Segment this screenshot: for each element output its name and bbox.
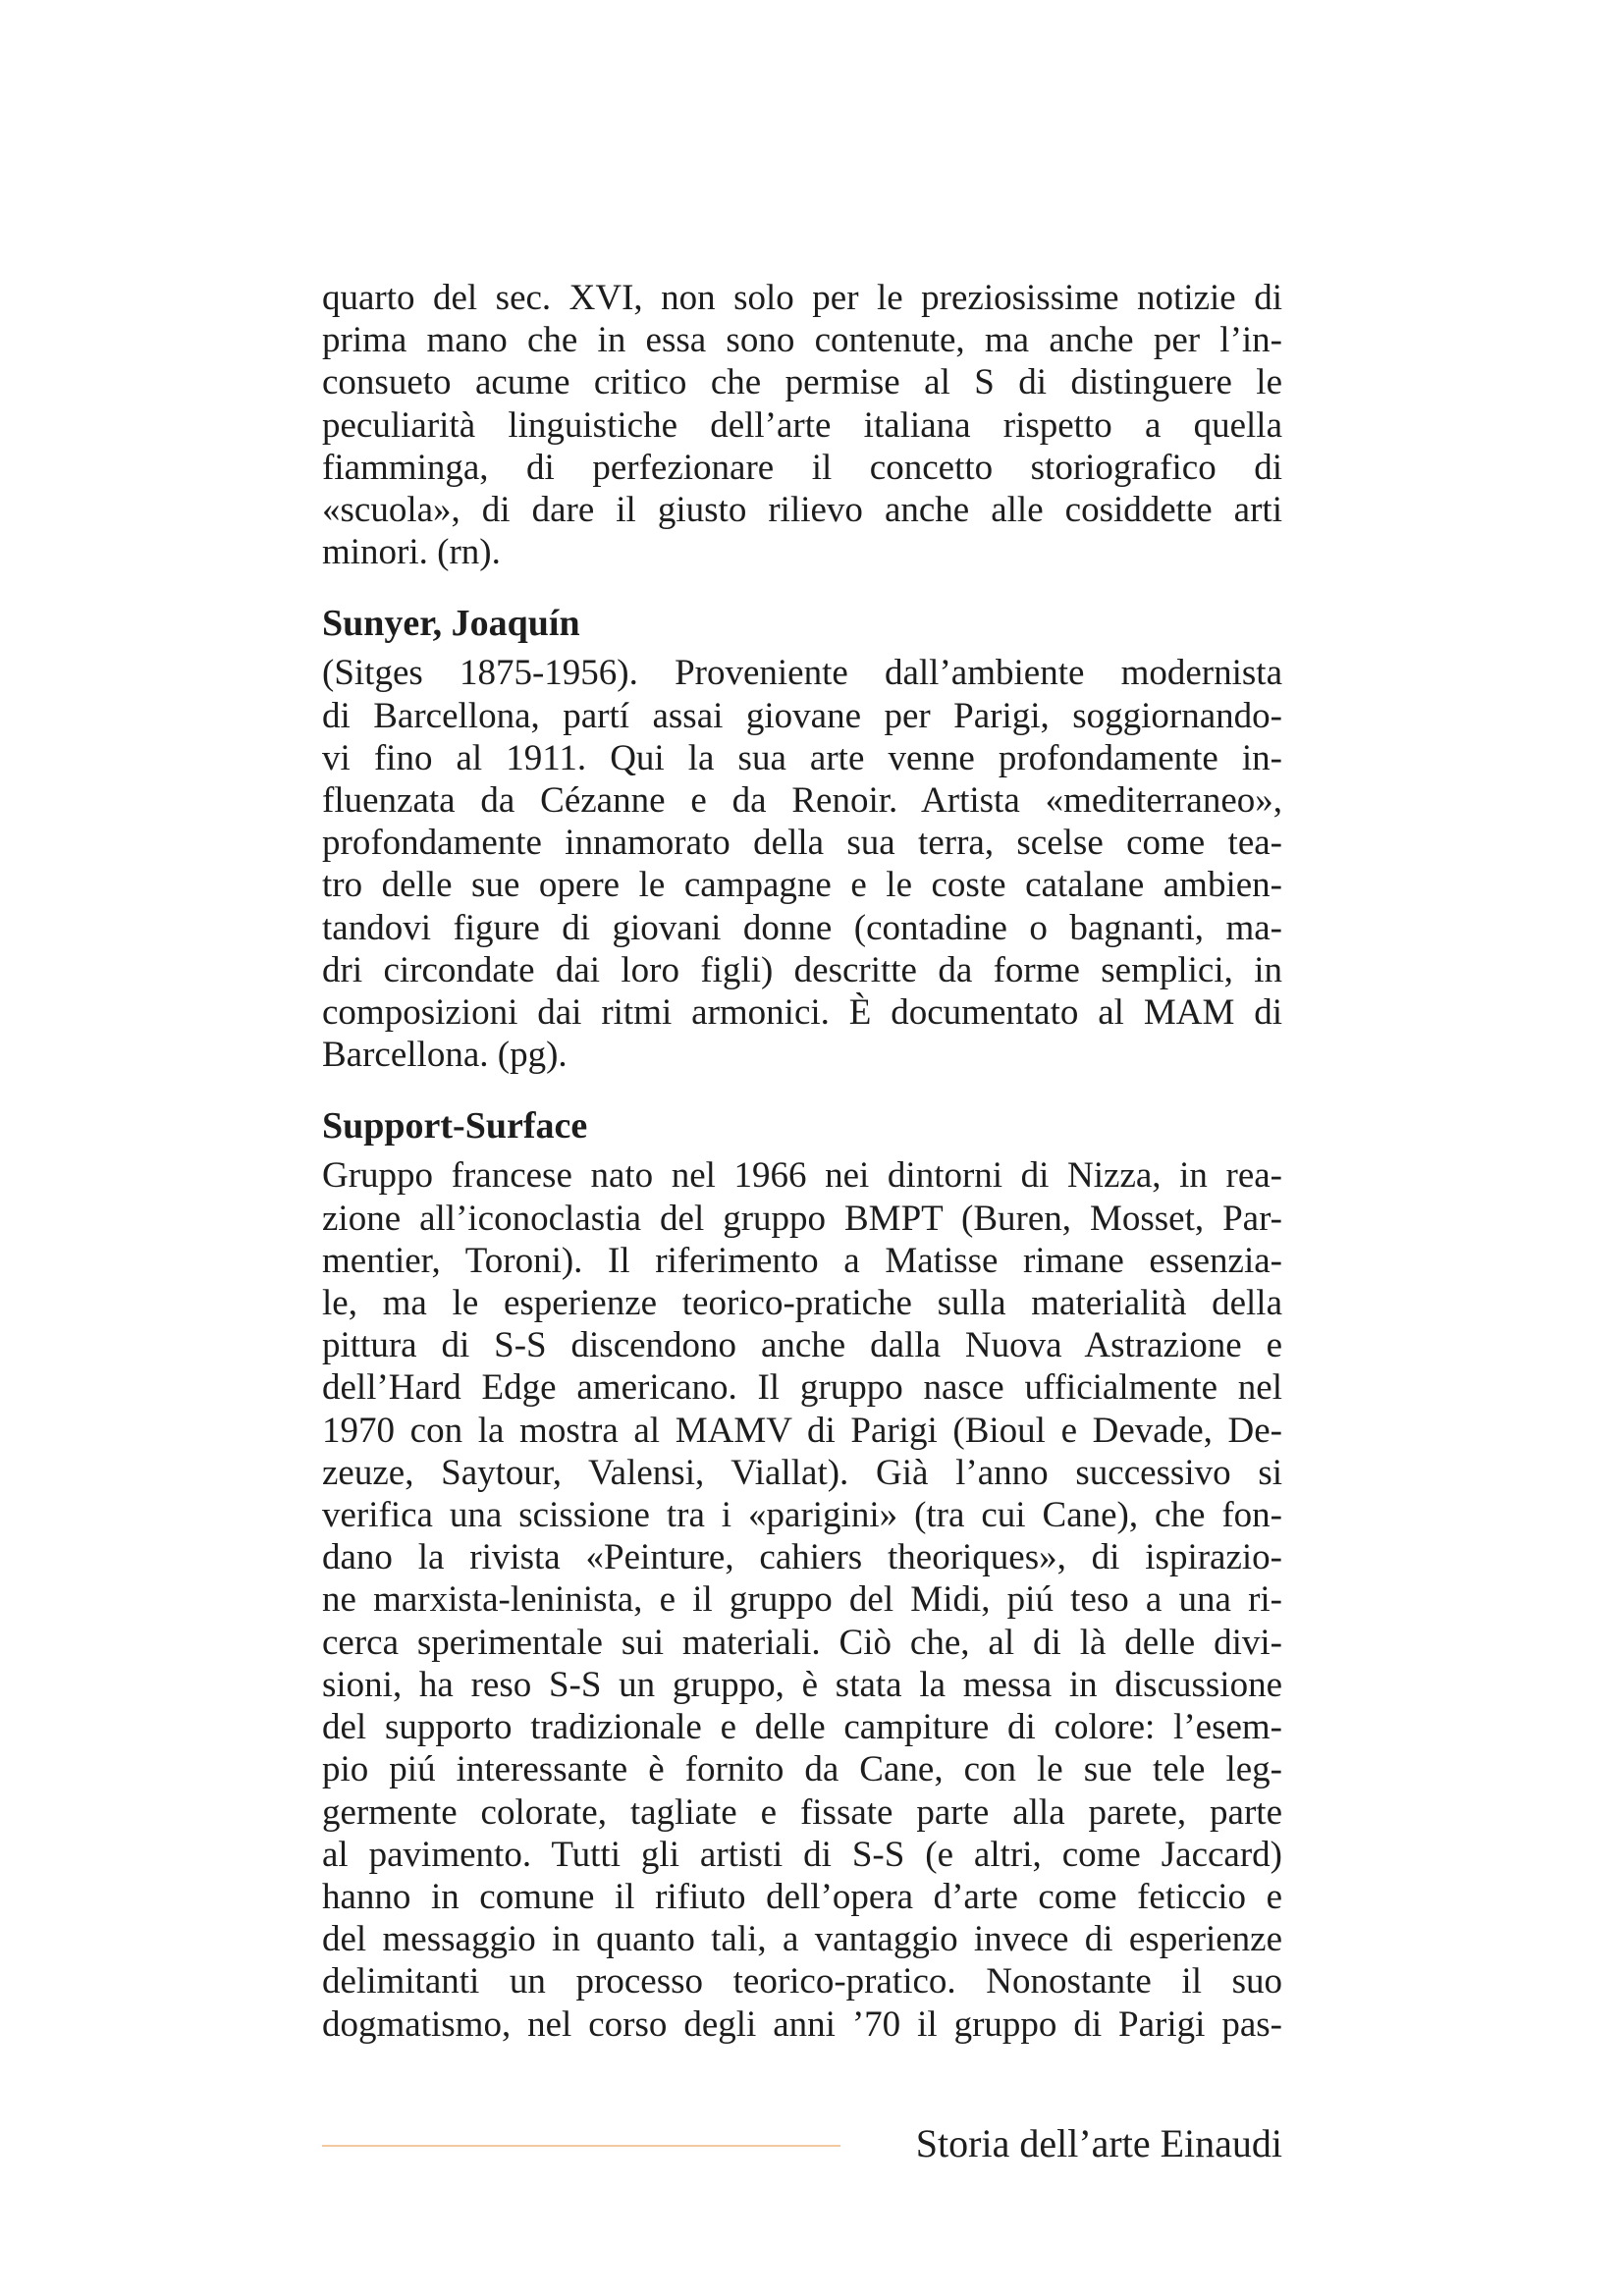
text-line: prima mano che in essa sono contenute, ma anche per l’in- bbox=[322, 320, 1282, 361]
text-line: dano la rivista «Peinture, cahiers theoriques», di ispirazio- bbox=[322, 1537, 1282, 1578]
text-line: le, ma le esperienze teorico-pratiche sulla materialità della bbox=[322, 1283, 1282, 1324]
text-line: sioni, ha reso S-S un gruppo, è stata la messa in discussione bbox=[322, 1664, 1282, 1705]
footer-title: Storia dell’arte Einaudi bbox=[915, 2121, 1282, 2165]
entry-title: Sunyer, Joaquín bbox=[322, 603, 580, 645]
text-line: zione all’iconoclastia del gruppo BMPT (Buren, Mosset, Par- bbox=[322, 1198, 1282, 1239]
text-line: cerca sperimentale sui materiali. Ciò che, al di là delle divi- bbox=[322, 1622, 1282, 1663]
text-line: fiamminga, di perfezionare il concetto storiografico di bbox=[322, 447, 1282, 488]
entry-support-surface bbox=[322, 1103, 1282, 2045]
text-line: tro delle sue opere le campagne e le coste catalane ambien- bbox=[322, 865, 1282, 906]
text-line: tandovi figure di giovani donne (contadine o bagnanti, ma- bbox=[322, 907, 1282, 948]
text-line: hanno in comune il rifiuto dell’opera d’arte come feticcio e bbox=[322, 1876, 1282, 1917]
text-line: al pavimento. Tutti gli artisti di S-S (e altri, come Jaccard) bbox=[322, 1834, 1282, 1875]
text-line: di Barcellona, partí assai giovane per Parigi, soggiornando- bbox=[322, 695, 1282, 736]
footer-rule bbox=[322, 2145, 840, 2147]
text-line: delimitanti un processo teorico-pratico. Nonostante il suo bbox=[322, 1961, 1282, 2002]
text-line: germente colorate, tagliate e fissate parte alla parete, parte bbox=[322, 1791, 1282, 1833]
text-line: composizioni dai ritmi armonici. È documentato al MAM di bbox=[322, 992, 1282, 1034]
text-line: dogmatismo, nel corso degli anni ’70 il gruppo di Parigi pas- bbox=[322, 2003, 1282, 2045]
intro-paragraph bbox=[322, 277, 1282, 573]
text-line: «scuola», di dare il giusto rilievo anche alle cosiddette arti bbox=[322, 490, 1282, 531]
text-line: dri circondate dai loro figli) descritte da forme semplici, in bbox=[322, 949, 1282, 990]
text-line: vi fino al 1911. Qui la sua arte venne profondamente in- bbox=[322, 737, 1282, 778]
page-footer bbox=[322, 2116, 1282, 2175]
text-line: Barcellona. (pg). bbox=[322, 1035, 568, 1076]
entry-sunyer bbox=[322, 601, 1282, 1076]
text-line: consueto acume critico che permise al S di distinguere le bbox=[322, 362, 1282, 403]
text-line: Gruppo francese nato nel 1966 nei dintorni di Nizza, in rea- bbox=[322, 1155, 1282, 1197]
entry-title: Support-Surface bbox=[322, 1105, 588, 1148]
text-line: ne marxista-leninista, e il gruppo del Midi, piú teso a una ri- bbox=[322, 1579, 1282, 1621]
text-line: quarto del sec. XVI, non solo per le preziosissime notizie di bbox=[322, 278, 1282, 318]
text-line: profondamente innamorato della sua terra, scelse come tea- bbox=[322, 823, 1282, 864]
text-line: verifica una scissione tra i «parigini» (tra cui Cane), che fon- bbox=[322, 1495, 1282, 1536]
text-line: del messaggio in quanto tali, a vantaggio invece di esperienze bbox=[322, 1919, 1282, 1960]
text-line: pittura di S-S discendono anche dalla Nuova Astrazione e bbox=[322, 1325, 1282, 1366]
text-line: zeuze, Saytour, Valensi, Viallat). Già l’anno successivo si bbox=[322, 1452, 1282, 1493]
page-body bbox=[322, 277, 1282, 2046]
text-line: fluenzata da Cézanne e da Renoir. Artista «mediterraneo», bbox=[322, 780, 1282, 822]
text-line: del supporto tradizionale e delle campiture di colore: l’esem- bbox=[322, 1707, 1282, 1748]
text-line: (Sitges 1875-1956). Proveniente dall’ambiente modernista bbox=[322, 653, 1282, 694]
text-line: dell’Hard Edge americano. Il gruppo nasce ufficialmente nel bbox=[322, 1367, 1282, 1409]
text-line: mentier, Toroni). Il riferimento a Matisse rimane essenzia- bbox=[322, 1240, 1282, 1281]
text-line: pio piú interessante è fornito da Cane, con le sue tele leg- bbox=[322, 1749, 1282, 1790]
text-line: peculiarità linguistiche dell’arte italiana rispetto a quella bbox=[322, 404, 1282, 446]
text-line: 1970 con la mostra al MAMV di Parigi (Bioul e Devade, De- bbox=[322, 1410, 1282, 1451]
text-line: minori. (rn). bbox=[322, 532, 501, 573]
